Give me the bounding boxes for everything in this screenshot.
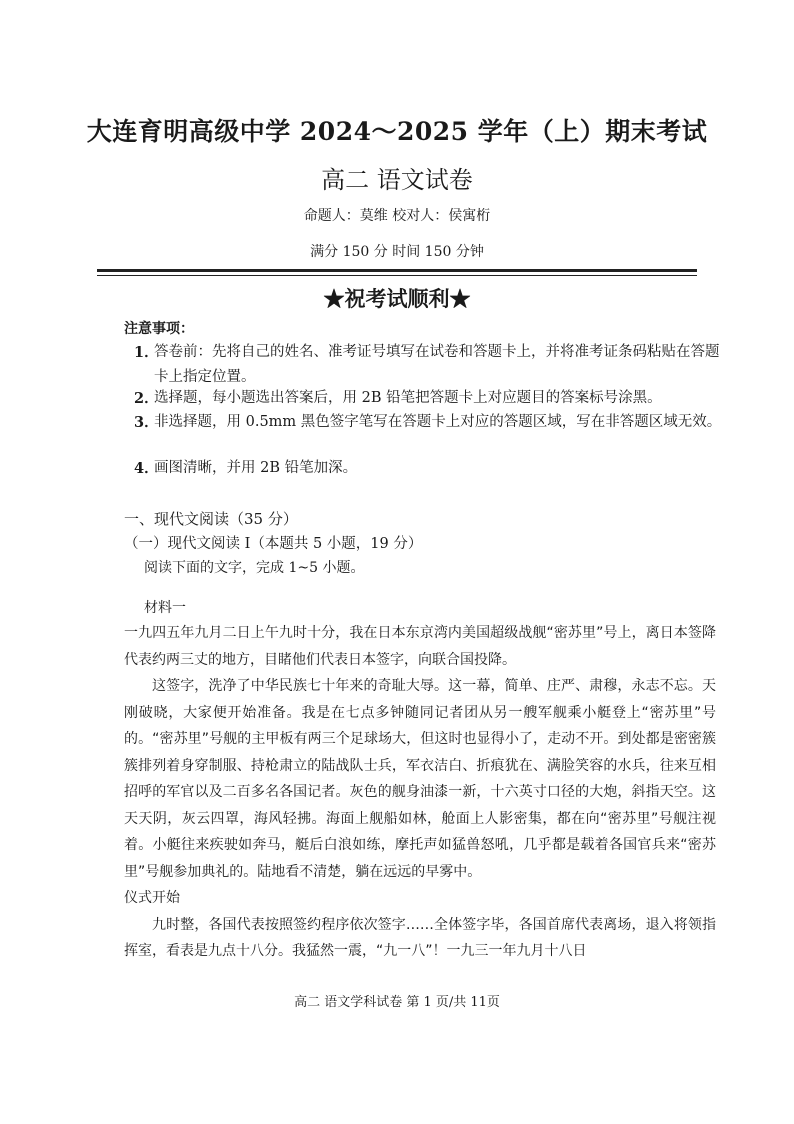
note-item xyxy=(134,386,724,411)
note-text: 非选择题，用 0.5mm 黑色签字笔写在答题卡上对应的答题区域，写在非答题区域无效。 xyxy=(154,414,722,430)
subsection-title: （一）现代文阅读 I（本题共 5 小题，19 分） xyxy=(124,536,423,552)
note-item xyxy=(134,340,724,390)
note-number: 2． xyxy=(134,390,159,407)
note-text: 选择题，每小题选出答案后，用 2B 铅笔把答题卡上对应题目的答案标号涂黑。 xyxy=(154,390,662,406)
note-text: 画图清晰，并用 2B 铅笔加深。 xyxy=(154,460,358,476)
note-text: 答卷前：先将自己的姓名、准考证号填写在试卷和答题卡上，并将准考证条码粘贴在答题卡上指定位置。 xyxy=(154,344,720,385)
passage-body xyxy=(124,620,716,965)
passage-subheading: 仪式开始 xyxy=(124,890,180,906)
page-footer: 高二 语文学科试卷 第 1 页/共 11页 xyxy=(294,995,500,1010)
note-number: 4． xyxy=(134,460,159,477)
header-rule-thin xyxy=(97,275,697,276)
reading-instruction: 阅读下面的文字，完成 1~5 小题。 xyxy=(144,560,365,576)
passage-paragraph-3: 九时整，各国代表按照签约程序依次签字……全体签字毕，各国首席代表离场，退入将领指挥室，看表是九点十八分。我猛然一震，“九一八”！一九三一年九月十八日 xyxy=(124,916,716,959)
authors-line: 命题人：莫维 校对人：侯寓桁 xyxy=(303,208,491,224)
note-number: 1． xyxy=(134,344,159,361)
header-rule-thick xyxy=(97,269,697,272)
section-title: 一、现代文阅读（35 分） xyxy=(124,510,298,528)
score-time-line: 满分 150 分 时间 150 分钟 xyxy=(310,244,484,260)
exam-title: 大连育明高级中学 2024～2025 学年（上）期末考试 xyxy=(86,117,708,146)
material-label: 材料一 xyxy=(144,600,186,616)
note-number: 3． xyxy=(134,414,159,431)
passage-paragraph-2: 这签字，洗净了中华民族七十年来的奇耻大辱。这一幕，简单、庄严、肃穆，永志不忘。天刚破晓，大家便开始准备。我是在七点多钟随同记者团从另一艘军舰乘小艇登上“密苏里”号的。“密苏里”号舰的主甲板有两三个足球场大，但这时也显得小了，走动不开。到处都是密密簇簇排列着身穿制服、持枪肃立的陆战队士兵，军衣洁白、折痕犹在、满脸笑容的水兵，往来互相招呼的军官以及二百多名各国记者。灰色的舰身油漆一新，十六英寸口径的大炮，斜指天空。这天天阴，灰云四罩，海风轻拂。海面上舰船如林，舱面上人影密集，都在向“密苏里”号舰注视着。小艇往来疾驶如奔马，艇后白浪如练，摩托声如猛兽怒吼，几乎都是载着各国官兵来“密苏里”号舰参加典礼的。陆地看不清楚，躺在远远的早雾中。 xyxy=(124,678,716,880)
subject-title: 高二 语文试卷 xyxy=(321,166,473,194)
note-item xyxy=(134,410,724,435)
notes-heading: 注意事项： xyxy=(124,321,194,337)
passage-paragraph-1: 一九四五年九月二日上午九时十分，我在日本东京湾内美国超级战舰“密苏里”号上，离日本签降代表约两三丈的地方，目睹他们代表日本签字，向联合国投降。 xyxy=(124,625,716,668)
good-luck-banner: ★祝考试顺利★ xyxy=(323,286,471,311)
note-item xyxy=(134,456,724,481)
